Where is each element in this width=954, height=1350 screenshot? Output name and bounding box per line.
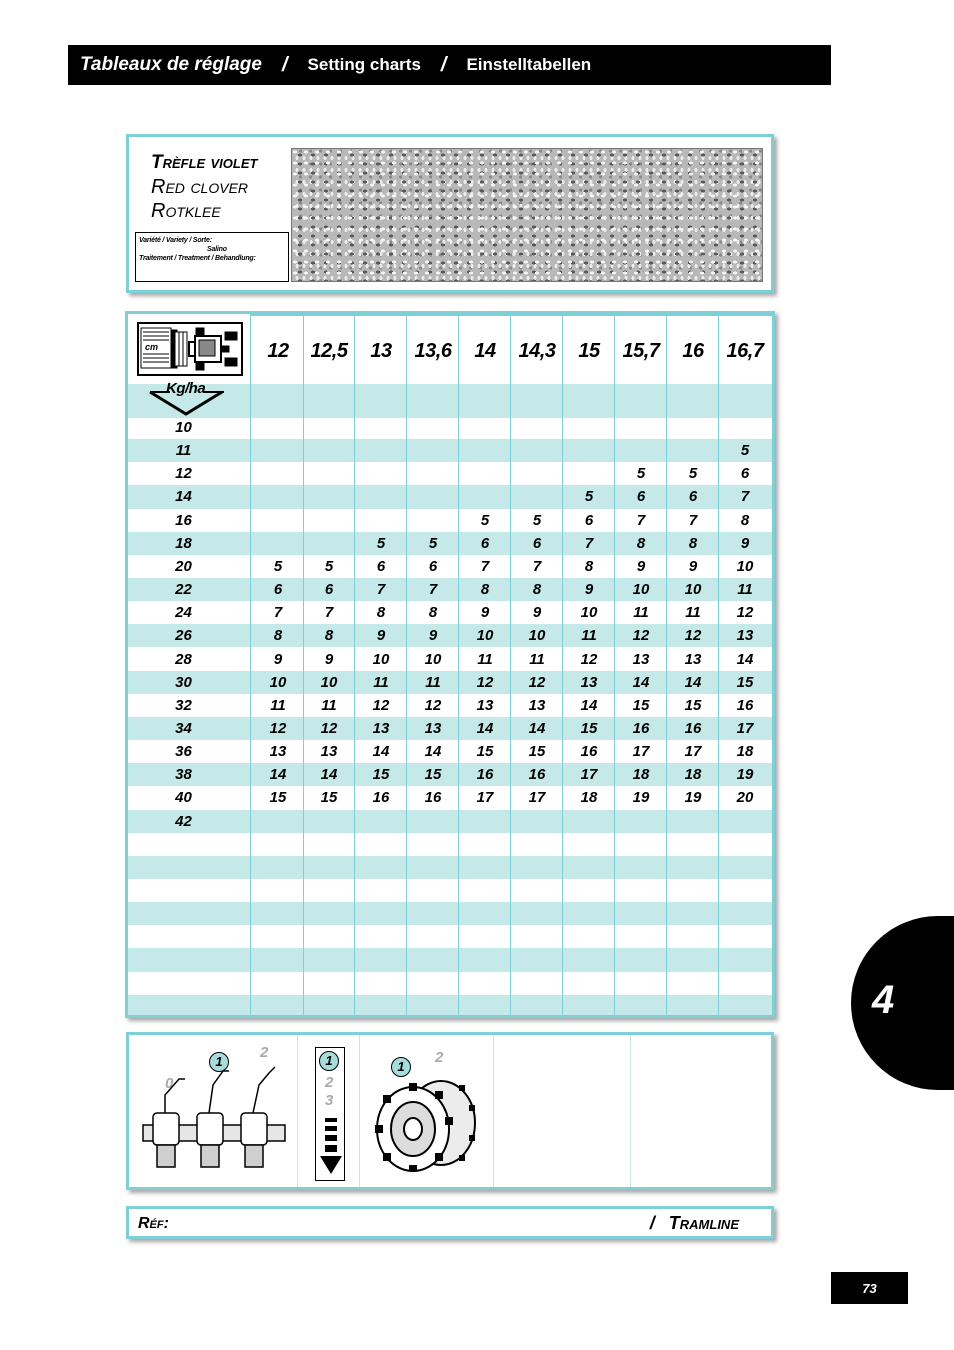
header-separator: / xyxy=(440,53,447,76)
divider xyxy=(359,1035,360,1187)
wheel-position-1: 1 xyxy=(391,1057,411,1077)
table-cell: 19 xyxy=(632,789,650,807)
seed-drill-spacing-icon xyxy=(137,322,243,376)
divider xyxy=(630,1035,631,1187)
reference-label: Réf: xyxy=(138,1215,169,1232)
table-cell: 11 xyxy=(477,650,493,668)
table-cell: 11 xyxy=(425,673,441,691)
table-cell: 7 xyxy=(480,557,490,575)
column-header: 16 xyxy=(682,340,704,362)
table-cell: 19 xyxy=(684,789,702,807)
table-cell: 6 xyxy=(584,511,594,529)
table-cell: 18 xyxy=(632,766,650,784)
column-header: 14 xyxy=(474,340,496,362)
unit-label-kg-ha: Kg/ha xyxy=(166,380,206,397)
column-header: 15 xyxy=(578,340,600,362)
table-cell: 17 xyxy=(632,743,650,761)
table-cell: 6 xyxy=(636,488,646,506)
table-cell: 8 xyxy=(376,604,386,622)
table-cell: 12 xyxy=(320,719,338,737)
table-cell: 15 xyxy=(528,743,546,761)
table-cell: 9 xyxy=(480,604,490,622)
table-cell: 13 xyxy=(632,650,650,668)
table-cell: 8 xyxy=(480,581,490,599)
table-cell: 7 xyxy=(532,557,542,575)
table-cell: 13 xyxy=(372,719,390,737)
rate-label: 16 xyxy=(175,511,192,529)
table-grid xyxy=(128,314,772,1015)
table-cell: 15 xyxy=(320,789,338,807)
tramline-label xyxy=(650,1213,739,1234)
table-cell: 14 xyxy=(476,719,494,737)
table-cell: 17 xyxy=(580,766,598,784)
column-header: 14,3 xyxy=(518,340,556,362)
table-cell: 7 xyxy=(584,534,594,552)
table-cell: 6 xyxy=(480,534,490,552)
table-cell: 14 xyxy=(320,766,338,784)
variety-value: Salino xyxy=(207,246,227,253)
table-cell: 6 xyxy=(740,465,750,483)
table-cell: 15 xyxy=(476,743,494,761)
table-cell: 12 xyxy=(736,604,754,622)
table-cell: 10 xyxy=(372,650,390,668)
divider xyxy=(493,1035,494,1187)
row-band xyxy=(128,902,772,925)
rate-label: 38 xyxy=(175,766,192,784)
table-cell: 13 xyxy=(269,743,287,761)
column-header: 13 xyxy=(370,340,392,362)
table-cell: 11 xyxy=(270,696,286,714)
table-cell: 16 xyxy=(684,719,702,737)
column-header: 12,5 xyxy=(310,340,348,362)
table-cell: 12 xyxy=(684,627,702,645)
table-cell: 18 xyxy=(736,743,754,761)
table-cell: 12 xyxy=(632,627,650,645)
table-cell: 9 xyxy=(273,650,283,668)
table-cell: 12 xyxy=(476,673,494,691)
table-cell: 6 xyxy=(532,534,542,552)
table-cell: 17 xyxy=(476,789,494,807)
table-cell: 5 xyxy=(273,557,283,575)
table-cell: 5 xyxy=(324,557,334,575)
tramline-text: Tramline xyxy=(668,1213,739,1233)
seed-sample-photo xyxy=(291,148,763,282)
rate-label: 11 xyxy=(175,442,192,460)
table-cell: 16 xyxy=(580,743,598,761)
drill-icon-label: cm xyxy=(145,342,159,352)
table-cell: 13 xyxy=(580,673,598,691)
table-cell: 18 xyxy=(684,766,702,784)
table-cell: 16 xyxy=(632,719,650,737)
column-header: 13,6 xyxy=(414,340,452,362)
seed-name-de: Rotklee xyxy=(151,200,221,222)
table-cell: 11 xyxy=(581,627,597,645)
header-divider xyxy=(250,314,772,316)
table-cell: 7 xyxy=(688,511,698,529)
table-cell: 14 xyxy=(684,673,702,691)
table-cell: 9 xyxy=(740,534,750,552)
column-header: 12 xyxy=(267,340,289,362)
table-cell: 13 xyxy=(684,650,702,668)
table-cell: 11 xyxy=(737,581,753,599)
table-cell: 17 xyxy=(684,743,702,761)
table-cell: 8 xyxy=(273,627,283,645)
table-cell: 8 xyxy=(636,534,646,552)
seed-names xyxy=(151,151,257,223)
header-title-en: Setting charts xyxy=(307,55,421,74)
seed-info-panel xyxy=(126,134,774,293)
table-cell: 9 xyxy=(324,650,334,668)
variety-label: Variété / Variety / Sorte: xyxy=(139,237,212,244)
column-header: 16,7 xyxy=(726,340,764,362)
reference-bar xyxy=(126,1206,774,1239)
table-cell: 6 xyxy=(273,581,283,599)
down-arrow-gauge-icon xyxy=(319,1116,343,1178)
table-cell: 12 xyxy=(372,696,390,714)
table-cell: 11 xyxy=(373,673,389,691)
chapter-number: 4 xyxy=(872,978,895,1022)
setting-chart-table xyxy=(125,311,775,1018)
table-cell: 14 xyxy=(736,650,754,668)
table-cell: 7 xyxy=(273,604,283,622)
rate-label: 22 xyxy=(175,581,192,599)
table-cell: 16 xyxy=(476,766,494,784)
table-cell: 7 xyxy=(636,511,646,529)
header-title-fr: Tableaux de réglage xyxy=(80,54,262,75)
metering-wheel-icon xyxy=(369,1075,481,1175)
table-cell: 13 xyxy=(476,696,494,714)
table-cell: 8 xyxy=(740,511,750,529)
table-cell: 11 xyxy=(633,604,649,622)
table-cell: 15 xyxy=(684,696,702,714)
page-number: 73 xyxy=(831,1272,908,1304)
table-cell: 6 xyxy=(428,557,438,575)
table-cell: 9 xyxy=(584,581,594,599)
rate-label: 30 xyxy=(175,673,192,691)
table-cell: 15 xyxy=(632,696,650,714)
rate-label: 26 xyxy=(175,627,192,645)
table-cell: 5 xyxy=(584,488,594,506)
metering-flap-positions-icon xyxy=(139,1065,289,1173)
rate-label: 32 xyxy=(175,696,192,714)
table-cell: 5 xyxy=(532,511,542,529)
table-cell: 10 xyxy=(424,650,442,668)
reference-separator: / xyxy=(649,1213,655,1233)
row-band xyxy=(128,439,772,462)
table-cell: 9 xyxy=(688,557,698,575)
flap-position-2: 2 xyxy=(260,1044,269,1061)
gauge-number-3: 3 xyxy=(325,1092,334,1109)
rate-label: 36 xyxy=(175,743,192,761)
table-cell: 13 xyxy=(528,696,546,714)
table-cell: 10 xyxy=(269,673,287,691)
table-cell: 10 xyxy=(632,581,650,599)
table-cell: 9 xyxy=(376,627,386,645)
table-cell: 16 xyxy=(528,766,546,784)
table-cell: 14 xyxy=(632,673,650,691)
table-cell: 10 xyxy=(736,557,754,575)
table-cell: 5 xyxy=(636,465,646,483)
table-cell: 8 xyxy=(584,557,594,575)
table-cell: 19 xyxy=(736,766,754,784)
treatment-label: Traitement / Treatment / Behandlung: xyxy=(139,255,256,262)
table-cell: 18 xyxy=(580,789,598,807)
rate-label: 42 xyxy=(175,812,192,830)
flap-position-1: 1 xyxy=(209,1052,229,1072)
rate-label: 12 xyxy=(175,465,192,483)
page-header xyxy=(68,45,831,85)
table-cell: 7 xyxy=(324,604,334,622)
rate-label: 28 xyxy=(175,650,192,668)
table-cell: 14 xyxy=(269,766,287,784)
row-band xyxy=(128,948,772,971)
table-cell: 8 xyxy=(324,627,334,645)
table-cell: 13 xyxy=(320,743,338,761)
table-cell: 15 xyxy=(372,766,390,784)
table-cell: 9 xyxy=(532,604,542,622)
rate-label: 10 xyxy=(175,419,192,436)
wheel-position-2: 2 xyxy=(435,1049,444,1066)
row-band xyxy=(128,995,772,1015)
flap-position-0: 0 xyxy=(165,1075,174,1092)
row-band xyxy=(128,810,772,833)
table-cell: 10 xyxy=(320,673,338,691)
table-cell: 15 xyxy=(736,673,754,691)
table-cell: 13 xyxy=(424,719,442,737)
gauge-number-2: 2 xyxy=(325,1074,334,1091)
table-cell: 10 xyxy=(528,627,546,645)
table-cell: 14 xyxy=(372,743,390,761)
rate-label: 40 xyxy=(175,789,192,807)
table-cell: 9 xyxy=(636,557,646,575)
rate-label: 18 xyxy=(175,534,192,552)
table-cell: 9 xyxy=(428,627,438,645)
rate-label: 24 xyxy=(175,604,192,622)
table-cell: 12 xyxy=(528,673,546,691)
table-cell: 17 xyxy=(736,719,754,737)
table-cell: 5 xyxy=(688,465,698,483)
table-cell: 5 xyxy=(480,511,490,529)
seed-name-en: Red clover xyxy=(151,176,249,198)
seed-name-fr: Trèfle violet xyxy=(151,152,258,173)
table-cell: 16 xyxy=(424,789,442,807)
table-cell: 10 xyxy=(476,627,494,645)
column-header: 15,7 xyxy=(622,340,660,362)
table-cell: 13 xyxy=(736,627,754,645)
chapter-tab xyxy=(851,916,954,1090)
row-band xyxy=(128,856,772,879)
gauge-number-1: 1 xyxy=(319,1051,339,1071)
table-cell: 15 xyxy=(269,789,287,807)
table-cell: 17 xyxy=(528,789,546,807)
rate-label: 14 xyxy=(175,488,192,506)
table-cell: 14 xyxy=(528,719,546,737)
table-cell: 8 xyxy=(532,581,542,599)
table-cell: 14 xyxy=(580,696,598,714)
table-cell: 7 xyxy=(376,581,386,599)
table-cell: 5 xyxy=(740,442,750,460)
adjustment-panel xyxy=(126,1032,774,1190)
table-cell: 15 xyxy=(424,766,442,784)
table-cell: 5 xyxy=(428,534,438,552)
table-cell: 14 xyxy=(424,743,442,761)
table-cell: 8 xyxy=(688,534,698,552)
table-cell: 16 xyxy=(736,696,754,714)
table-cell: 8 xyxy=(428,604,438,622)
table-cell: 7 xyxy=(428,581,438,599)
seed-rate-gauge xyxy=(315,1047,345,1181)
header-separator: / xyxy=(281,53,288,76)
divider xyxy=(297,1035,298,1187)
table-cell: 6 xyxy=(324,581,334,599)
table-cell: 12 xyxy=(580,650,598,668)
table-cell: 20 xyxy=(736,789,754,807)
table-cell: 10 xyxy=(684,581,702,599)
table-cell: 15 xyxy=(580,719,598,737)
table-cell: 6 xyxy=(688,488,698,506)
header-title-de: Einstelltabellen xyxy=(466,55,592,74)
table-cell: 7 xyxy=(740,488,750,506)
rate-label: 34 xyxy=(175,719,192,737)
table-cell: 5 xyxy=(376,534,386,552)
table-cell: 6 xyxy=(376,557,386,575)
table-cell: 11 xyxy=(685,604,701,622)
table-cell: 12 xyxy=(269,719,287,737)
column-divider xyxy=(250,314,251,1015)
table-cell: 11 xyxy=(529,650,545,668)
table-cell: 10 xyxy=(580,604,598,622)
variety-box xyxy=(135,232,289,282)
table-cell: 11 xyxy=(321,696,337,714)
rate-label: 20 xyxy=(175,557,192,575)
table-cell: 16 xyxy=(372,789,390,807)
table-cell: 12 xyxy=(424,696,442,714)
